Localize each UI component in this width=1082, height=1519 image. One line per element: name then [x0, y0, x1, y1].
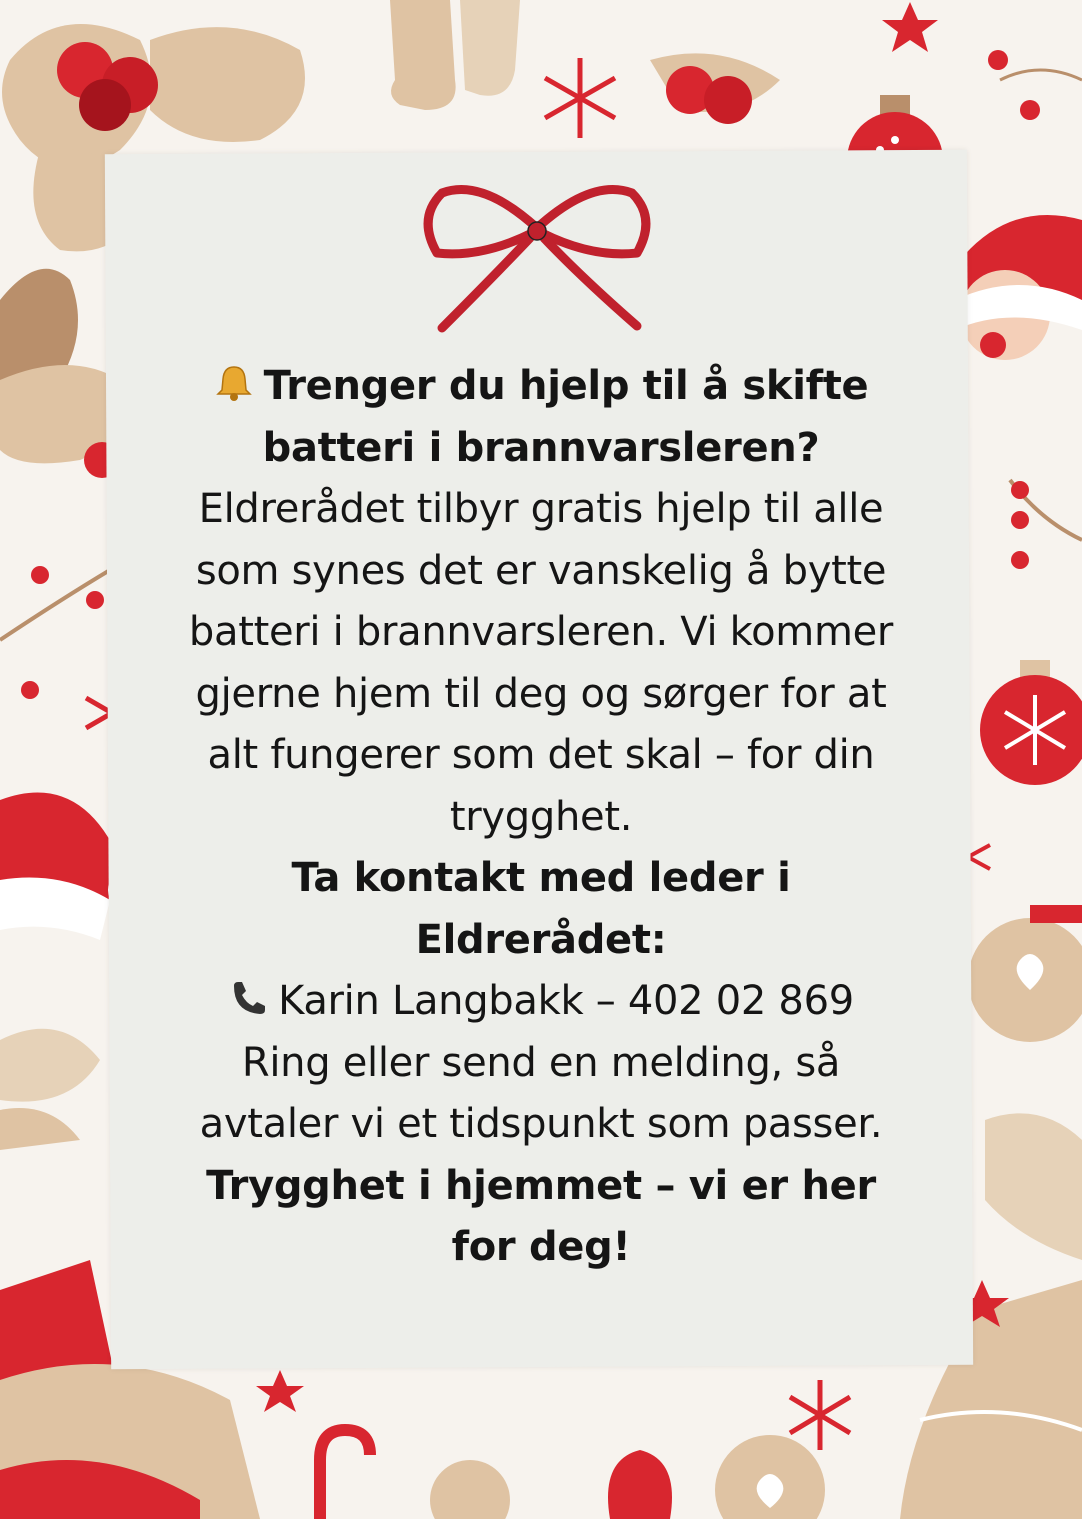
heading: Trenger du hjelp til å skifte batteri i brannvarsleren?	[168, 356, 914, 479]
ornament-icon	[980, 660, 1082, 785]
socks-icon	[390, 0, 520, 110]
cookie-ornament-icon	[715, 1435, 825, 1519]
cookie-ornament-icon	[968, 905, 1082, 1042]
bell-icon	[214, 363, 254, 403]
phone-icon	[228, 978, 268, 1018]
candy-cane-icon	[320, 1430, 370, 1519]
berries-branch-icon	[1010, 480, 1082, 569]
santa-icon	[955, 215, 1082, 360]
berries-branch-icon	[0, 566, 110, 699]
contact-heading: Ta kontakt med leder i Eldrerådet:	[291, 855, 791, 963]
reindeer-icon	[0, 269, 122, 478]
snowflake-icon	[545, 58, 615, 138]
contact-line: Karin Langbakk – 402 02 869	[168, 971, 914, 1033]
notice-text	[168, 356, 914, 1279]
star-icon	[882, 2, 938, 52]
body-text: Eldrerådet tilbyr gratis hjelp til alle som synes det er vanskelig å bytte batteri i brannvarsleren. Vi kommer gjerne hjem til deg og sørger for at alt fungerer som det skal – for din trygghet.	[188, 486, 894, 840]
berries-branch-icon	[988, 50, 1082, 120]
berries-icon	[650, 53, 780, 124]
ornament-icon	[430, 1460, 510, 1519]
ribbon-bow-icon	[412, 178, 662, 348]
star-icon	[256, 1370, 304, 1412]
leaves-icon	[0, 1029, 100, 1150]
leaves-icon	[985, 1113, 1082, 1260]
mitten-icon	[608, 1450, 672, 1519]
contact-instructions: Ring eller send en melding, så avtaler vi et tidspunkt som passer.	[199, 1039, 883, 1147]
closing-text: Trygghet i hjemmet – vi er her for deg!	[206, 1162, 876, 1270]
snowflake-icon	[790, 1380, 850, 1450]
